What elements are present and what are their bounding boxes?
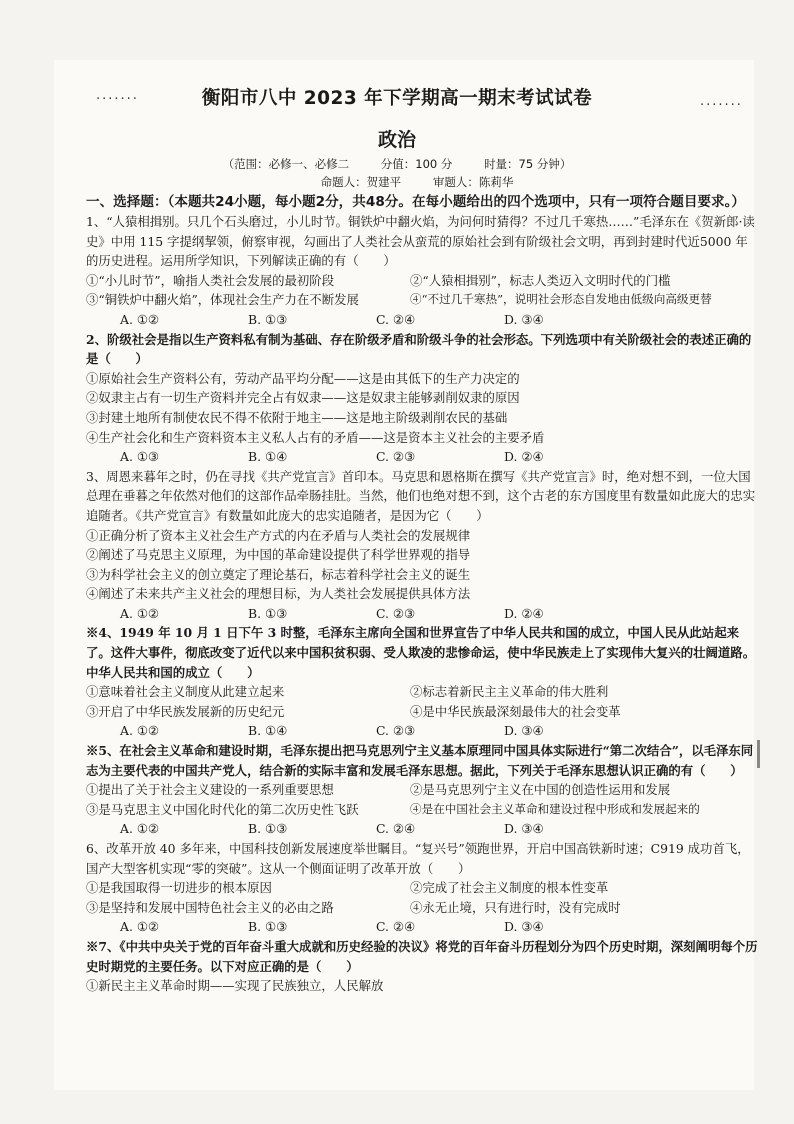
author-name: 命题人：贺建平 [320,175,402,189]
option-d: D. ③④ [504,311,544,327]
question-item: ④是在中国社会主义革命和建设过程中形成和发展起来的 [410,801,700,816]
option-c: C. ②③ [376,723,416,739]
option-a: A. ①② [120,919,160,935]
option-b: B. ①④ [248,723,288,739]
question-item: ④是中华民族最深刻最伟大的社会变革 [410,703,621,719]
question-item: ②标志着新民主主义革命的伟大胜利 [410,684,609,700]
question-item: ①正确分析了资本主义社会生产方式的内在矛盾与人类社会的发展规律 [86,527,471,543]
question-item: ④阐述了未来共产主义社会的理想目标，为人类社会发展提供具体方法 [86,586,471,602]
option-b: B. ①③ [248,821,288,837]
option-c: C. ②③ [376,605,416,621]
answer-options [86,819,758,839]
option-a: A. ①③ [120,449,160,465]
question-item: ④永无止境，只有进行时，没有完成时 [410,899,621,915]
question-body [86,192,758,996]
option-a: A. ①② [120,605,160,621]
question-stem: 2、阶级社会是指以生产资料私有制为基础、存在阶级矛盾和阶级斗争的社会形态。下列选项中有关阶级社会的表述正确的是（ ） [86,331,752,367]
header-dots-right: ······· [700,98,743,113]
question-items [86,878,758,917]
question-item: ①新民主主义革命时期——实现了民族独立，人民解放 [86,978,384,994]
answer-options [86,604,758,624]
question-item: ②完成了社会主义制度的根本性变革 [410,880,609,896]
option-c: C. ②④ [376,821,416,837]
exam-title: 衡阳市八中 2023 年下学期高一期末考试试卷 [201,88,593,109]
answer-options [86,447,758,467]
reviewer-name: 审题人：陈莉华 [432,175,514,189]
question-item: ①原始社会生产资料公有，劳动产品平均分配——这是由其低下的生产力决定的 [86,370,520,386]
option-a: A. ①② [120,821,160,837]
author-line [0,174,794,190]
option-b: B. ①③ [248,605,288,621]
option-b: B. ①③ [248,311,288,327]
question-stem: 1、“人猿相揖别。只几个石头磨过，小儿时节。铜铁炉中翻火焰，为问何时猜得？不过几千寒热……”毛泽东在《贺新郎·读史》中用 115 字提纲挈领，俯察审视，勾画出了人类社会从蛮荒的原始社会到有阶级社会文明，再到封建时代近5000 年的历史进程。运用所学知识，下列解读正确的有（ ） [86,214,755,269]
option-d: D. ②④ [504,605,544,621]
option-d: D. ③④ [504,919,544,935]
question-item: ②“人猿相揖别”，标志人类迈入文明时代的门槛 [410,272,671,288]
question-stem: ※4、1949 年 10 月 1 日下午 3 时整，毛泽东主席向全国和世界宣告了中华人民共和国的成立，中国人民从此站起来了。这件大事件，彻底改变了近代以来中国积贫积弱、受人欺凌的悲惨命运，使中华民族走上了实现伟大复兴的壮阔道路。中华人民共和国的成立（ ） [86,625,756,680]
question-item: ②奴隶主占有一切生产资料并完全占有奴隶——这是奴隶主能够剥削奴隶的原因 [86,390,520,406]
question-items [86,780,758,819]
question-item: ③为科学社会主义的创立奠定了理论基石，标志着科学社会主义的诞生 [86,566,471,582]
option-b: B. ①③ [248,919,288,935]
question-stem: 6、改革开放 40 多年来，中国科技创新发展速度举世瞩目。“复兴号”领跑世界，开启中国高铁新时速；C919 成功首飞，国产大型客机实现“零的突破”。这从一个侧面证明了改革开放（ ） [86,841,750,876]
answer-options [86,917,758,937]
option-c: C. ②③ [376,449,416,465]
question-stem: ※7、《中共中央关于党的百年奋斗重大成就和历史经验的决议》将党的百年奋斗历程划分为四个历史时期，深刻阐明每个历史时期党的主要任务。以下对应正确的是（ ） [86,938,758,974]
question-items [86,682,758,721]
option-a: A. ①② [120,723,160,739]
question-item: ④“不过几千寒热”，说明社会形态自发地由低级向高级更替 [410,292,712,307]
question-item: ③封建土地所有制使农民不得不依附于地主——这是地主阶级剥削农民的基础 [86,409,508,425]
question-item: ①意味着社会主义制度从此建立起来 [86,684,285,700]
question-item: ④生产社会化和生产资料资本主义私人占有的矛盾——这是资本主义社会的主要矛盾 [86,429,545,445]
question-item: ①提出了关于社会主义建设的一系列重要思想 [86,782,334,798]
question-item: ②是马克思列宁主义在中国的创造性运用和发展 [410,782,671,798]
answer-options [86,721,758,741]
header-dots-left: ······· [96,92,139,107]
question-item: ③是马克思主义中国化时代化的第二次历史性飞跃 [86,801,359,817]
option-c: C. ②④ [376,919,416,935]
option-d: D. ③④ [504,821,544,837]
question-items [86,271,758,310]
option-c: C. ②④ [376,311,416,327]
question-item: ③开启了中华民族发展新的历史纪元 [86,703,285,719]
option-d: D. ②④ [504,449,544,465]
scope-score: 分值：100 分 [380,157,453,171]
option-b: B. ①④ [248,449,288,465]
question-stem: 3、周恩来暮年之时，仍在寻找《共产党宣言》首印本。马克思和恩格斯在撰写《共产党宣言》时，绝对想不到，一位大国总理在垂暮之年依然对他们的这部作品牵肠挂肚。当然，他们也绝对想不到，这个古老的东方国度里有数量如此庞大的忠实追随者。《共产党宣言》有数量如此庞大的忠实追随者，是因为它（ ） [86,468,756,523]
scope-time: 时量：75 分钟） [484,157,572,171]
scan-mark [757,740,760,768]
question-item: ②阐述了马克思主义原理，为中国的革命建设提供了科学世界观的指导 [86,547,471,563]
exam-subject: 政治 [377,129,416,151]
question-item: ③“铜铁炉中翻火焰”，体现社会生产力在不断发展 [86,292,359,308]
scope-line [0,156,794,172]
question-item: ③是坚持和发展中国特色社会主义的必由之路 [86,899,334,915]
question-item: ①是我国取得一切进步的根本原因 [86,880,272,896]
question-item: ①“小儿时节”，喻指人类社会发展的最初阶段 [86,272,335,288]
scope-range: （范围：必修一、必修二 [222,157,350,171]
option-d: D. ③④ [504,723,544,739]
answer-options [86,310,758,330]
option-a: A. ①② [120,311,160,327]
question-stem: ※5、在社会主义革命和建设时期，毛泽东提出把马克思列宁主义基本原理同中国具体实际进行“第二次结合”，以毛泽东同志为主要代表的中国共产党人，结合新的实际丰富和发展毛泽东思想。据此，下列关于毛泽东思想认识正确的有（ ） [86,743,754,778]
section-heading: 一、选择题：（本题共24小题，每小题2分，共48分。在每小题给出的四个选项中，只有一项符合题目要求。） [86,194,746,210]
